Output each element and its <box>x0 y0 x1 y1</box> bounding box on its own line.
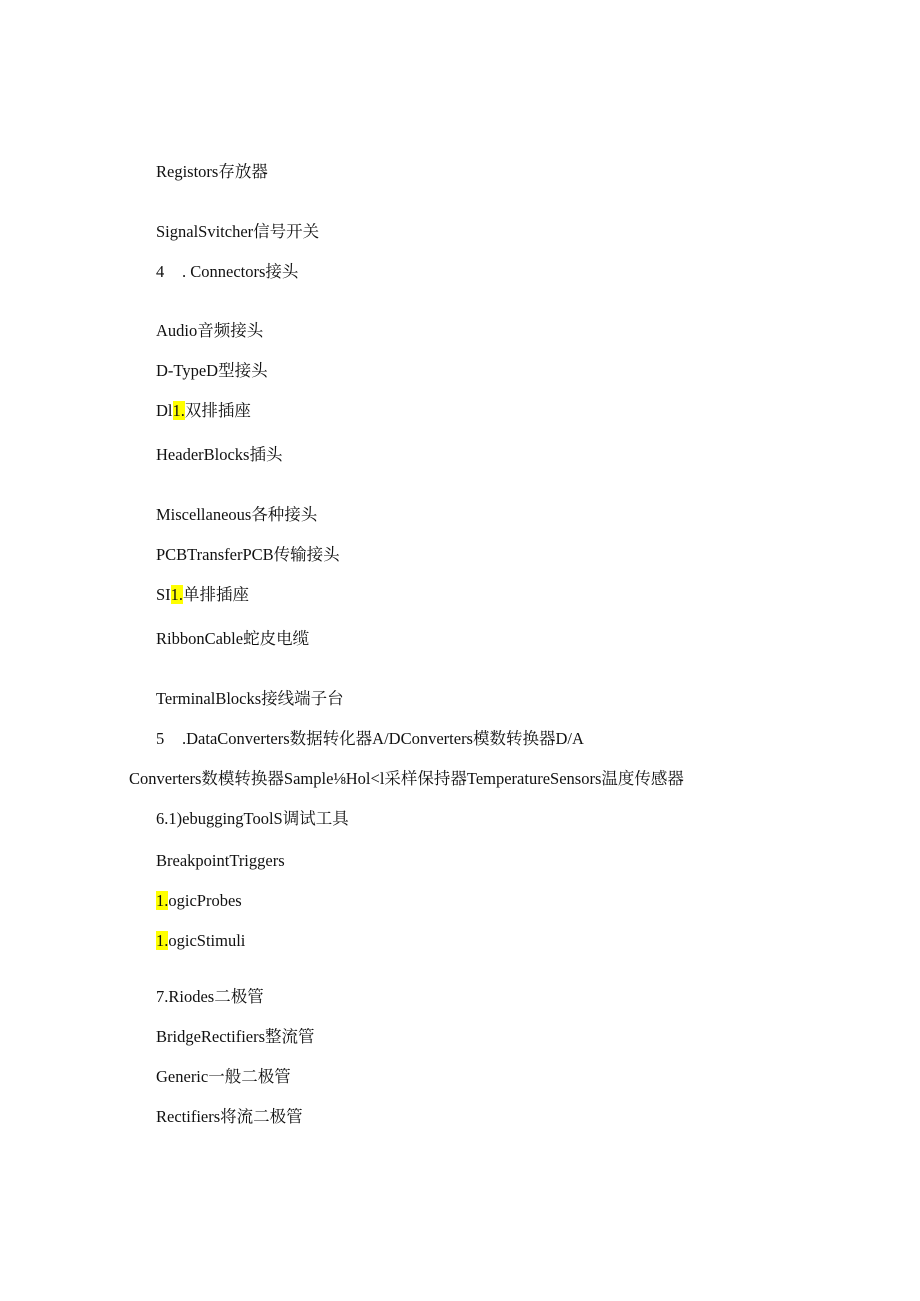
heading-data-converters: 5 .DataConverters数据转化器A/DConverters模数转换器D/A <box>156 729 584 748</box>
line-terminal-blocks: TerminalBlocks接线端子台 <box>156 689 344 708</box>
line-pcb-transfer: PCBTransferPCB传输接头 <box>156 545 340 564</box>
line-generic: Generic一般二极管 <box>156 1067 291 1086</box>
line-signal-switcher: SignalSvitcher信号开关 <box>156 222 320 241</box>
line-logic-stimuli: 1.ogicStimuli <box>156 931 246 950</box>
line-dtype: D-TypeD型接头 <box>156 361 268 380</box>
heading-connectors: 4 . Connectors接头 <box>156 262 299 281</box>
line-ribbon-cable: RibbonCable蛇皮电缆 <box>156 629 310 648</box>
highlight-mark: 1. <box>170 585 184 604</box>
line-registors: Registors存放器 <box>156 162 268 181</box>
line-dil: Dl1.双排插座 <box>156 401 251 420</box>
line-breakpoint-triggers: BreakpointTriggers <box>156 851 285 870</box>
heading-debugging-tools: 6.1)ebuggingToolS调试工具 <box>156 809 349 828</box>
heading-diodes: 7.Riodes二极管 <box>156 987 264 1006</box>
line-miscellaneous: Miscellaneous各种接头 <box>156 505 318 524</box>
line-bridge-rectifiers: BridgeRectifiers整流管 <box>156 1027 315 1046</box>
line-header-blocks: HeaderBlocks插头 <box>156 445 283 464</box>
highlight-mark: 1. <box>156 931 169 950</box>
line-logic-probes: 1.ogicProbes <box>156 891 242 910</box>
line-converters-continued: Converters数模转换器Sample⅛Hol<l采样保持器TemperatureSensors温度传感器 <box>129 769 684 788</box>
section-number: 5 <box>156 729 165 748</box>
line-audio: Audio音频接头 <box>156 321 264 340</box>
section-number: 4 <box>156 262 165 281</box>
line-sil: SI1.单排插座 <box>156 585 250 604</box>
highlight-mark: 1. <box>156 891 169 910</box>
highlight-mark: 1. <box>172 401 185 420</box>
line-rectifiers: Rectifiers将流二极管 <box>156 1107 303 1126</box>
